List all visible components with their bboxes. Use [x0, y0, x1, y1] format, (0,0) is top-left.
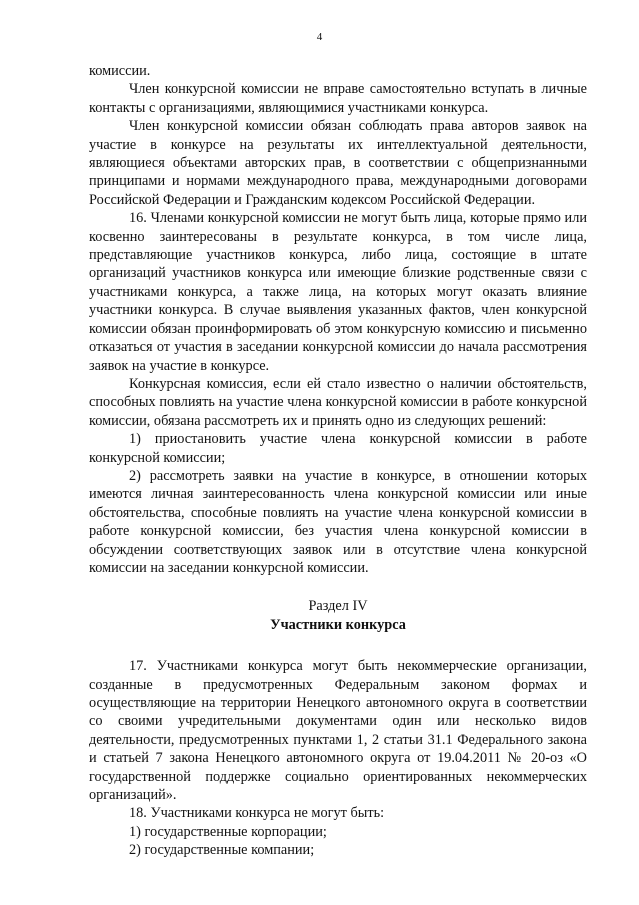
paragraph-clause-18: 18. Участниками конкурса не могут быть: [129, 805, 385, 822]
paragraph-clause-16: 16. Членами конкурсной комиссии не могут быть лица, которые прямо или косвенно заинтересованы в результате конкурса, в том числе лица, представляющие участников конкурса, либо лица, состоящие в штате организаций участников конкурса или имеющие близкие родственные связи с участниками конкурса, а также лица, на которых могут оказать влияние участники конкурса. В случае выявления указанных фактов, член конкурсной комиссии обязан проинформировать об этом конкурсную комиссию и письменно отказаться от участия в заседании конкурсной комиссии до начала рассмотрения заявок на участие в конкурсе. [89, 210, 587, 374]
section-spacer-bottom [89, 634, 587, 657]
paragraph-no-contacts: Член конкурсной комиссии не вправе самостоятельно вступать в личные контакты с организациями, являющимися участниками конкурса. [89, 81, 587, 116]
paragraph-clause-17: 17. Участниками конкурса могут быть некоммерческие организации, созданные в предусмотренных Федеральным законом формах и осуществляющие на территории Ненецкого автономного округа в соответствии со своими учредительными документами один или несколько видов деятельности, предусмотренных пунктами 1, 2 статьи 31.1 Федерального закона и статьей 7 закона Ненецкого автономного округа от 19.04.2011 № 20-оз «О государственной поддержке социально ориентированных некоммерческих организаций». [89, 658, 587, 804]
paragraph-author-rights: Член конкурсной комиссии обязан соблюдать права авторов заявок на участие в конкурсе на результаты их интеллектуальной деятельности, являющиеся объектами авторских прав, в соответствии с общепризнанными принципами и нормами международного права, международными договорами Российской Федерации и Гражданским кодексом Российской Федерации. [89, 118, 587, 208]
section-heading: Раздел IV [308, 598, 368, 615]
section-title: Участники конкурса [270, 616, 406, 633]
paragraph-decision-option-2: 2) рассмотреть заявки на участие в конкурсе, в отношении которых имеются личная заинтересованность члена конкурсной комиссии или иные обстоятельства, способные повлиять на участие члена конкурсной комиссии в работе конкурсной комиссии, без участия члена конкурсной комиссии в обсуждении соответствующих заявок или в отсутствие члена конкурсной комиссии на заседании конкурсной комиссии. [89, 467, 587, 576]
paragraph-commission-decision: Конкурсная комиссия, если ей стало известно о наличии обстоятельств, способных повлиять на участие члена конкурсной комиссии в работе конкурсной комиссии, обязана рассмотреть их и принять одно из следующих решений: [89, 375, 587, 429]
paragraph-decision-option-1: 1) приостановить участие члена конкурсной комиссии в работе конкурсной комиссии; [89, 431, 587, 466]
section-spacer-top [89, 577, 587, 597]
paragraph-continuation: комиссии. [89, 63, 151, 79]
document-body [89, 62, 587, 860]
list-item-state-companies: 2) государственные компании; [129, 842, 315, 859]
page-number: 4 [316, 31, 323, 43]
list-item-state-corporations: 1) государственные корпорации; [129, 823, 327, 840]
